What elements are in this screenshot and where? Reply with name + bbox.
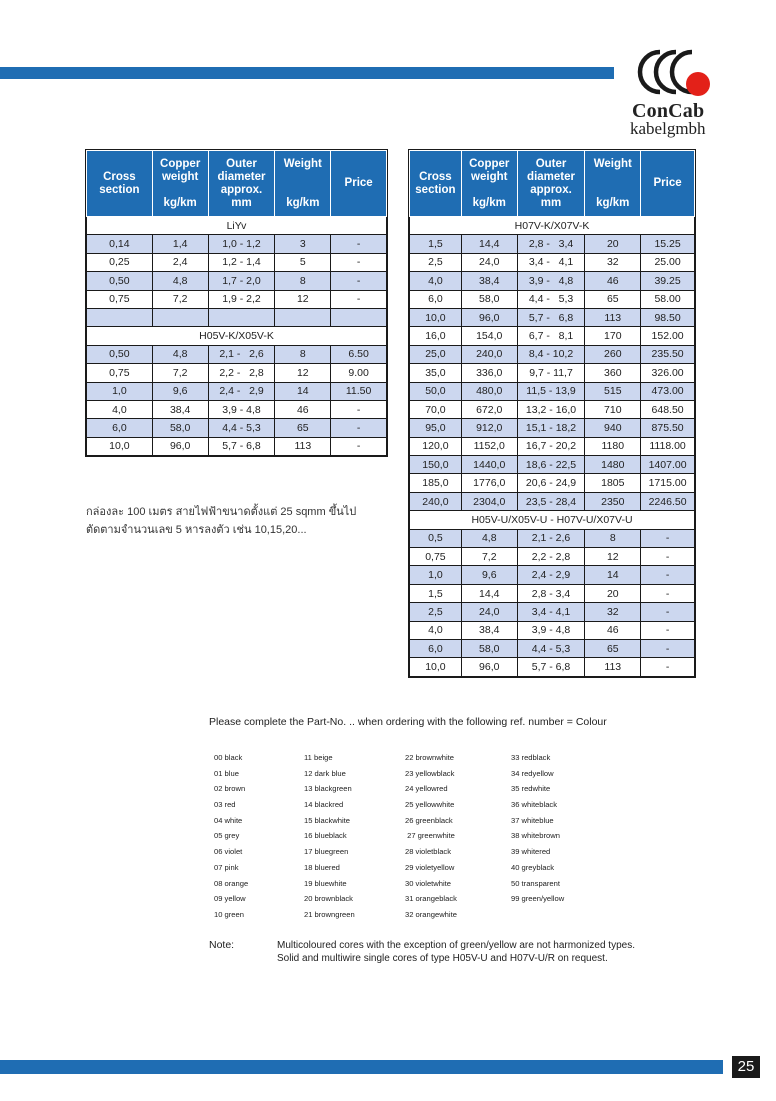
section-row <box>410 511 695 529</box>
header-outer-diameter: Outer diameter approx. mm <box>517 151 585 217</box>
table-row <box>410 492 695 510</box>
cell-outer-diameter: 13,2 - 16,0 <box>517 400 585 418</box>
cell-outer-diameter: 5,7 - 6,8 <box>517 658 585 676</box>
colour-code-item: 20 brownblack <box>304 894 353 904</box>
cell-weight: 3 <box>275 235 331 253</box>
cell-cross-section: 16,0 <box>410 327 462 345</box>
colour-code-item: 07 pink <box>214 862 239 872</box>
table-row <box>410 400 695 418</box>
cell-price: 39.25 <box>641 272 695 290</box>
cell-price: - <box>331 290 387 308</box>
colour-code-item: 11 beige <box>304 753 333 762</box>
cell-copper-weight: 336,0 <box>461 364 517 382</box>
table-row <box>410 603 695 621</box>
table-row <box>410 364 695 382</box>
concab-logo <box>628 44 728 139</box>
colour-code-item: 06 violet <box>214 847 243 857</box>
cell-copper-weight: 2,4 <box>152 253 208 271</box>
table-row <box>410 584 695 602</box>
table-row <box>410 327 695 345</box>
table-row <box>410 548 695 566</box>
cell-price: - <box>641 529 695 547</box>
cell-copper-weight: 1776,0 <box>461 474 517 492</box>
section-row <box>87 217 387 235</box>
cell-price: - <box>331 400 387 418</box>
cell-cross-section: 10,0 <box>410 658 462 676</box>
cell-weight: 360 <box>585 364 641 382</box>
colour-code-item: 31 orangeblack <box>405 894 457 904</box>
colour-code-item: 26 greenblack <box>405 815 453 825</box>
colour-code-item: 40 greyblack <box>511 862 555 872</box>
section-title: H05V-K/X05V-K <box>87 327 387 345</box>
colour-code-item: 17 bluegreen <box>304 847 349 857</box>
colour-code-item: 04 white <box>214 815 243 825</box>
colour-code-item: 36 whiteblack <box>511 800 558 810</box>
colour-code-item: 18 bluered <box>304 862 340 872</box>
cell-outer-diameter: 3,9 - 4,8 <box>517 621 585 639</box>
colour-code-item: 22 brownwhite <box>405 753 454 762</box>
colour-code-item: 16 blueblack <box>304 831 347 841</box>
cell-outer-diameter: 1,9 - 2,2 <box>208 290 275 308</box>
cell-cross-section: 6,0 <box>410 639 462 657</box>
cell-copper-weight: 96,0 <box>461 308 517 326</box>
cell-price: 648.50 <box>641 400 695 418</box>
cell-outer-diameter: 18,6 - 22,5 <box>517 456 585 474</box>
cell-price: 11.50 <box>331 382 387 400</box>
note-line: Solid and multiwire single cores of type H05V-U and H07V-U/R on request. <box>277 953 608 964</box>
cell-price: - <box>331 272 387 290</box>
cell-weight <box>275 308 331 326</box>
cell-cross-section: 1,0 <box>87 382 153 400</box>
colour-code-item: 34 redyellow <box>511 768 554 778</box>
cell-weight: 65 <box>585 639 641 657</box>
cell-copper-weight: 38,4 <box>461 621 517 639</box>
table-row <box>87 253 387 271</box>
colour-code-item: 29 violetyellow <box>405 862 455 872</box>
brand-subname: kabelgmbh <box>630 119 706 138</box>
table-row <box>410 566 695 584</box>
table-row <box>410 658 695 676</box>
cell-price: 9.00 <box>331 364 387 382</box>
cell-outer-diameter: 2,4 - 2,9 <box>517 566 585 584</box>
cell-cross-section: 0,25 <box>87 253 153 271</box>
cell-copper-weight: 1,4 <box>152 235 208 253</box>
colour-column <box>214 752 248 925</box>
section-title: H07V-K/X07V-K <box>410 217 695 235</box>
colour-code-item: 37 whiteblue <box>511 815 554 825</box>
cell-outer-diameter: 4,4 - 5,3 <box>517 639 585 657</box>
cell-cross-section: 10,0 <box>87 437 153 455</box>
cell-cross-section <box>87 308 153 326</box>
cell-cross-section: 4,0 <box>410 621 462 639</box>
cell-weight: 12 <box>585 548 641 566</box>
cell-cross-section: 50,0 <box>410 382 462 400</box>
table-row <box>410 345 695 363</box>
colour-code-item: 10 green <box>214 909 244 919</box>
cell-cross-section: 2,5 <box>410 253 462 271</box>
colour-code-item: 19 bluewhite <box>304 878 347 888</box>
cell-copper-weight: 24,0 <box>461 253 517 271</box>
cell-price: 6.50 <box>331 345 387 363</box>
cell-outer-diameter: 2,2 - 2,8 <box>208 364 275 382</box>
cell-copper-weight: 38,4 <box>152 400 208 418</box>
cell-cross-section: 1,5 <box>410 584 462 602</box>
table-row <box>410 235 695 253</box>
cell-cross-section: 0,75 <box>87 290 153 308</box>
table-row <box>410 529 695 547</box>
table-row <box>87 400 387 418</box>
cell-cross-section: 1,0 <box>410 566 462 584</box>
cell-copper-weight: 4,8 <box>152 272 208 290</box>
section-row <box>410 217 695 235</box>
colour-code-item: 28 violetblack <box>405 847 452 857</box>
cell-cross-section: 240,0 <box>410 492 462 510</box>
cell-price: 25.00 <box>641 253 695 271</box>
cell-price: - <box>331 235 387 253</box>
table-row <box>410 272 695 290</box>
cell-price: - <box>641 603 695 621</box>
table-row <box>410 456 695 474</box>
table-row <box>410 290 695 308</box>
cell-price: 875.50 <box>641 419 695 437</box>
note-line: Multicoloured cores with the exception of green/yellow are not harmonized types. <box>277 940 635 951</box>
cell-outer-diameter: 9,7 - 11,7 <box>517 364 585 382</box>
colour-code-item: 12 dark blue <box>304 768 346 778</box>
cell-outer-diameter: 2,8 - 3,4 <box>517 584 585 602</box>
cell-outer-diameter: 3,4 - 4,1 <box>517 253 585 271</box>
cable-table-right <box>409 150 695 677</box>
colour-code-item: 24 yellowred <box>405 784 448 794</box>
colour-code-item: 14 blackred <box>304 800 344 810</box>
cell-price: 1407.00 <box>641 456 695 474</box>
brand-name: ConCab <box>632 100 705 122</box>
table-row <box>410 437 695 455</box>
cell-outer-diameter: 2,1 - 2,6 <box>517 529 585 547</box>
cell-weight: 8 <box>585 529 641 547</box>
colour-code-item: 09 yellow <box>214 894 246 904</box>
cell-cross-section: 0,5 <box>410 529 462 547</box>
cell-copper-weight: 480,0 <box>461 382 517 400</box>
cell-price: 98.50 <box>641 308 695 326</box>
cell-price: - <box>641 639 695 657</box>
cell-copper-weight: 24,0 <box>461 603 517 621</box>
cell-cross-section: 0,50 <box>87 272 153 290</box>
cell-weight: 32 <box>585 603 641 621</box>
cell-cross-section: 1,5 <box>410 235 462 253</box>
header-copper-weight: Copper weight kg/km <box>461 151 517 217</box>
cell-weight: 8 <box>275 272 331 290</box>
header-weight: Weight kg/km <box>275 151 331 217</box>
cell-outer-diameter: 5,7 - 6,8 <box>208 437 275 455</box>
colour-code-item: 35 redwhite <box>511 784 551 794</box>
header-cross-section: Cross section <box>87 151 153 217</box>
cell-copper-weight: 672,0 <box>461 400 517 418</box>
cell-weight: 20 <box>585 584 641 602</box>
cell-outer-diameter: 5,7 - 6,8 <box>517 308 585 326</box>
cell-copper-weight: 7,2 <box>152 364 208 382</box>
table-row <box>87 290 387 308</box>
cell-outer-diameter: 1,7 - 2,0 <box>208 272 275 290</box>
cell-copper-weight <box>152 308 208 326</box>
cell-price: - <box>641 621 695 639</box>
colour-column <box>511 752 564 909</box>
cell-outer-diameter: 4,4 - 5,3 <box>208 419 275 437</box>
cell-copper-weight: 96,0 <box>461 658 517 676</box>
cell-outer-diameter: 2,4 - 2,9 <box>208 382 275 400</box>
cell-cross-section: 0,75 <box>87 364 153 382</box>
cable-table-left <box>86 150 387 456</box>
cell-outer-diameter: 8,4 - 10,2 <box>517 345 585 363</box>
header-price: Price <box>641 151 695 217</box>
colour-code-item: 25 yellowwhite <box>405 800 455 810</box>
colour-code-item: 08 orange <box>214 878 249 888</box>
table-row <box>87 345 387 363</box>
cell-weight: 1805 <box>585 474 641 492</box>
colour-code-item: 13 blackgreen <box>304 784 352 794</box>
cell-weight: 515 <box>585 382 641 400</box>
cell-cross-section: 95,0 <box>410 419 462 437</box>
concab-logo-mark <box>632 44 712 100</box>
cell-weight: 65 <box>275 419 331 437</box>
cell-outer-diameter: 1,0 - 1,2 <box>208 235 275 253</box>
header-outer-diameter: Outer diameter approx. mm <box>208 151 275 217</box>
cell-weight: 12 <box>275 364 331 382</box>
header-copper-weight: Copper weight kg/km <box>152 151 208 217</box>
cell-cross-section: 25,0 <box>410 345 462 363</box>
colour-code-item: 02 brown <box>214 784 246 794</box>
cell-copper-weight: 1440,0 <box>461 456 517 474</box>
cell-price: 1118.00 <box>641 437 695 455</box>
colour-code-item: 05 grey <box>214 831 240 841</box>
colour-code-item: 03 red <box>214 800 236 810</box>
cell-copper-weight: 9,6 <box>152 382 208 400</box>
cell-cross-section: 6,0 <box>87 419 153 437</box>
colour-column <box>304 752 355 925</box>
cell-outer-diameter: 6,7 - 8,1 <box>517 327 585 345</box>
cell-cross-section: 10,0 <box>410 308 462 326</box>
cell-copper-weight: 14,4 <box>461 235 517 253</box>
table-row <box>410 639 695 657</box>
table-row <box>410 253 695 271</box>
cell-price: 2246.50 <box>641 492 695 510</box>
cell-copper-weight: 7,2 <box>461 548 517 566</box>
cell-cross-section: 185,0 <box>410 474 462 492</box>
cell-weight: 46 <box>585 621 641 639</box>
cell-outer-diameter: 2,8 - 3,4 <box>517 235 585 253</box>
section-row <box>87 327 387 345</box>
note-text <box>277 939 635 965</box>
header-weight: Weight kg/km <box>585 151 641 217</box>
cell-weight: 170 <box>585 327 641 345</box>
cell-weight: 940 <box>585 419 641 437</box>
cell-price: - <box>641 548 695 566</box>
cell-outer-diameter: 15,1 - 18,2 <box>517 419 585 437</box>
cell-cross-section: 70,0 <box>410 400 462 418</box>
cell-weight: 5 <box>275 253 331 271</box>
cell-price: 152.00 <box>641 327 695 345</box>
colour-code-item: 50 transparent <box>511 878 560 888</box>
table-row <box>410 382 695 400</box>
cell-copper-weight: 1152,0 <box>461 437 517 455</box>
cell-price: - <box>331 253 387 271</box>
colour-code-item: 15 blackwhite <box>304 815 351 825</box>
cell-outer-diameter: 11,5 - 13,9 <box>517 382 585 400</box>
cell-price: - <box>641 584 695 602</box>
section-title: LiYv <box>87 217 387 235</box>
cell-cross-section: 120,0 <box>410 437 462 455</box>
cell-copper-weight: 9,6 <box>461 566 517 584</box>
table-row <box>87 437 387 455</box>
table-row <box>87 364 387 382</box>
cell-weight: 14 <box>275 382 331 400</box>
table-row <box>410 308 695 326</box>
cell-weight: 14 <box>585 566 641 584</box>
cell-cross-section: 150,0 <box>410 456 462 474</box>
cell-weight: 710 <box>585 400 641 418</box>
cell-weight: 32 <box>585 253 641 271</box>
cell-copper-weight: 154,0 <box>461 327 517 345</box>
cell-price: - <box>331 419 387 437</box>
cell-cross-section: 6,0 <box>410 290 462 308</box>
cell-price: 58.00 <box>641 290 695 308</box>
colour-code-item: 38 whitebrown <box>511 831 560 841</box>
cell-price: - <box>641 658 695 676</box>
thai-packaging-note <box>86 503 356 539</box>
colour-code-item: 39 whitered <box>511 847 551 857</box>
colour-code-item: 99 green/yellow <box>511 894 565 904</box>
cell-outer-diameter: 16,7 - 20,2 <box>517 437 585 455</box>
cell-copper-weight: 58,0 <box>152 419 208 437</box>
cell-copper-weight: 58,0 <box>461 639 517 657</box>
table-row <box>87 308 387 326</box>
table-row <box>87 382 387 400</box>
cell-weight: 46 <box>275 400 331 418</box>
cell-weight: 113 <box>585 658 641 676</box>
thai-note-line: กล่องละ 100 เมตร สายไฟฟ้าขนาดตั้งแต่ 25 sqmm ขึ้นไป <box>86 506 357 518</box>
cell-outer-diameter: 3,9 - 4,8 <box>208 400 275 418</box>
table-row <box>87 235 387 253</box>
cell-cross-section: 35,0 <box>410 364 462 382</box>
cell-outer-diameter: 3,9 - 4,8 <box>517 272 585 290</box>
cell-cross-section: 4,0 <box>87 400 153 418</box>
section-title: H05V-U/X05V-U - H07V-U/X07V-U <box>410 511 695 529</box>
colour-code-item: 33 redblack <box>511 753 551 762</box>
cell-copper-weight: 4,8 <box>461 529 517 547</box>
cell-cross-section: 2,5 <box>410 603 462 621</box>
cell-outer-diameter: 1,2 - 1,4 <box>208 253 275 271</box>
cell-price: 1715.00 <box>641 474 695 492</box>
cell-weight: 65 <box>585 290 641 308</box>
thai-note-line: ตัดตามจำนวนเลข 5 หารลงตัว เช่น 10,15,20... <box>86 524 307 536</box>
page-number: 25 <box>732 1056 760 1078</box>
table-row <box>87 272 387 290</box>
cell-outer-diameter: 20,6 - 24,9 <box>517 474 585 492</box>
colour-code-item: 21 browngreen <box>304 909 355 919</box>
colour-code-item: 32 orangewhite <box>405 909 457 919</box>
cell-copper-weight: 912,0 <box>461 419 517 437</box>
cell-outer-diameter: 2,2 - 2,8 <box>517 548 585 566</box>
bottom-accent-bar <box>0 1060 723 1074</box>
cell-copper-weight: 7,2 <box>152 290 208 308</box>
cell-price: 326.00 <box>641 364 695 382</box>
colour-code-item: 27 greenwhite <box>405 831 455 841</box>
cell-weight: 1180 <box>585 437 641 455</box>
colour-column <box>405 752 457 925</box>
cell-copper-weight: 240,0 <box>461 345 517 363</box>
cell-copper-weight: 58,0 <box>461 290 517 308</box>
cell-outer-diameter <box>208 308 275 326</box>
cell-weight: 113 <box>585 308 641 326</box>
cell-weight: 260 <box>585 345 641 363</box>
cell-weight: 113 <box>275 437 331 455</box>
cell-price: 473.00 <box>641 382 695 400</box>
colour-code-item: 00 black <box>214 753 243 762</box>
cell-outer-diameter: 3,4 - 4,1 <box>517 603 585 621</box>
cell-outer-diameter: 4,4 - 5,3 <box>517 290 585 308</box>
header-cross-section: Cross section <box>410 151 462 217</box>
cell-cross-section: 0,50 <box>87 345 153 363</box>
cell-weight: 1480 <box>585 456 641 474</box>
cell-weight: 20 <box>585 235 641 253</box>
header-price: Price <box>331 151 387 217</box>
cell-copper-weight: 96,0 <box>152 437 208 455</box>
table-row <box>410 419 695 437</box>
cell-outer-diameter: 23,5 - 28,4 <box>517 492 585 510</box>
cell-price: - <box>331 437 387 455</box>
cell-cross-section: 4,0 <box>410 272 462 290</box>
cell-copper-weight: 4,8 <box>152 345 208 363</box>
cell-cross-section: 0,14 <box>87 235 153 253</box>
cell-copper-weight: 38,4 <box>461 272 517 290</box>
cell-copper-weight: 14,4 <box>461 584 517 602</box>
table-row <box>410 621 695 639</box>
table-row <box>410 474 695 492</box>
ordering-instruction: Please complete the Part-No. .. when ordering with the following ref. number = Colour <box>209 716 607 728</box>
note-label: Note: <box>209 939 235 951</box>
cell-weight: 12 <box>275 290 331 308</box>
cell-weight: 2350 <box>585 492 641 510</box>
top-accent-bar <box>0 67 614 79</box>
colour-code-item: 30 violetwhite <box>405 878 452 888</box>
cell-price: - <box>641 566 695 584</box>
colour-code-item: 01 blue <box>214 768 239 778</box>
table-row <box>87 419 387 437</box>
cell-weight: 46 <box>585 272 641 290</box>
cell-price: 235.50 <box>641 345 695 363</box>
cell-cross-section: 0,75 <box>410 548 462 566</box>
cell-price <box>331 308 387 326</box>
colour-code-item: 23 yellowblack <box>405 768 455 778</box>
cell-weight: 8 <box>275 345 331 363</box>
cell-price: 15.25 <box>641 235 695 253</box>
cell-copper-weight: 2304,0 <box>461 492 517 510</box>
cell-outer-diameter: 2,1 - 2,6 <box>208 345 275 363</box>
